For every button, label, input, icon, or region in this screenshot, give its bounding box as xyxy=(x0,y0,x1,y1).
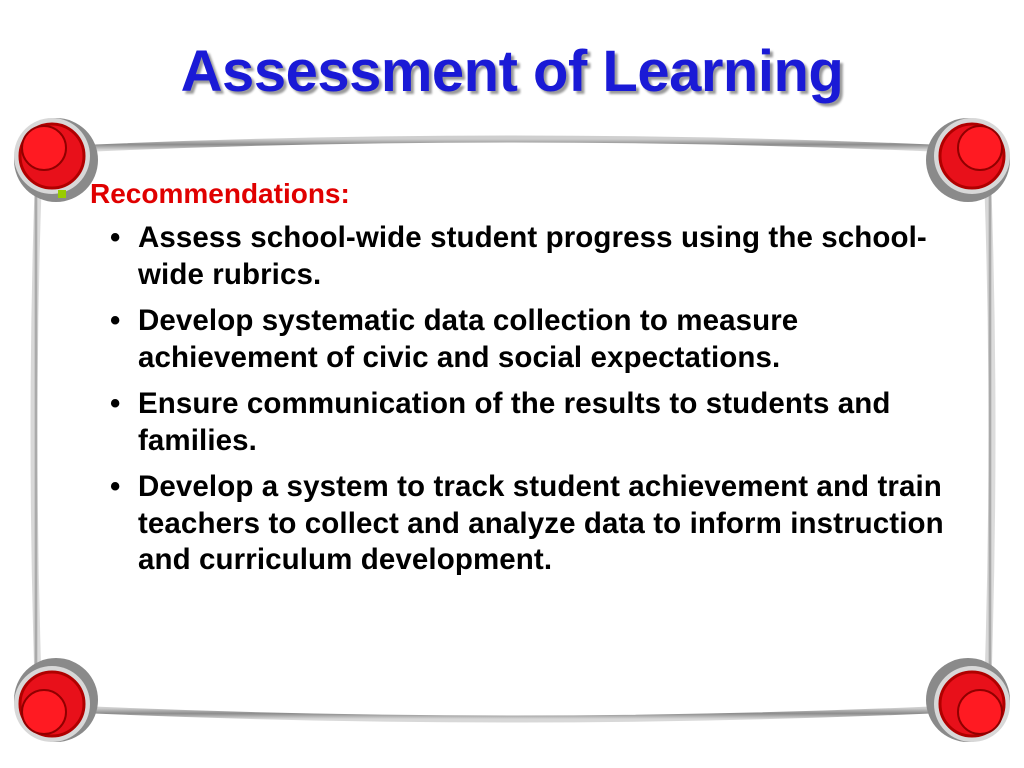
list-item xyxy=(58,469,958,579)
list-item-text: Assess school-wide student progress using the school-wide rubrics. xyxy=(138,221,927,291)
bullet-dot-icon: • xyxy=(110,221,121,254)
slide-title: Assessment of Learning xyxy=(180,39,844,104)
roll-bottom-right xyxy=(926,658,1010,742)
list-item xyxy=(58,386,958,459)
list-item-text: Develop a system to track student achievement and train teachers to collect and analyze data to inform instruction and curriculum development. xyxy=(138,470,944,576)
slide-body xyxy=(58,174,958,589)
list-item-text: Ensure communication of the results to students and families. xyxy=(138,387,891,457)
list-item xyxy=(58,303,958,376)
scroll-right-edge xyxy=(988,190,992,680)
bullet-dot-icon: • xyxy=(110,304,121,337)
scroll-left-edge xyxy=(34,190,38,680)
list-item-text: Develop systematic data collection to measure achievement of civic and social expectations. xyxy=(138,304,799,374)
bullet-dot-icon: • xyxy=(110,470,121,503)
bullet-dot-icon: • xyxy=(110,387,121,420)
recommendations-heading-row xyxy=(58,174,958,214)
square-bullet-icon xyxy=(58,190,66,198)
roll-bottom-left xyxy=(14,658,98,742)
recommendation-list xyxy=(58,220,958,579)
recommendations-heading: Recommendations: xyxy=(90,178,350,209)
list-item xyxy=(58,220,958,293)
